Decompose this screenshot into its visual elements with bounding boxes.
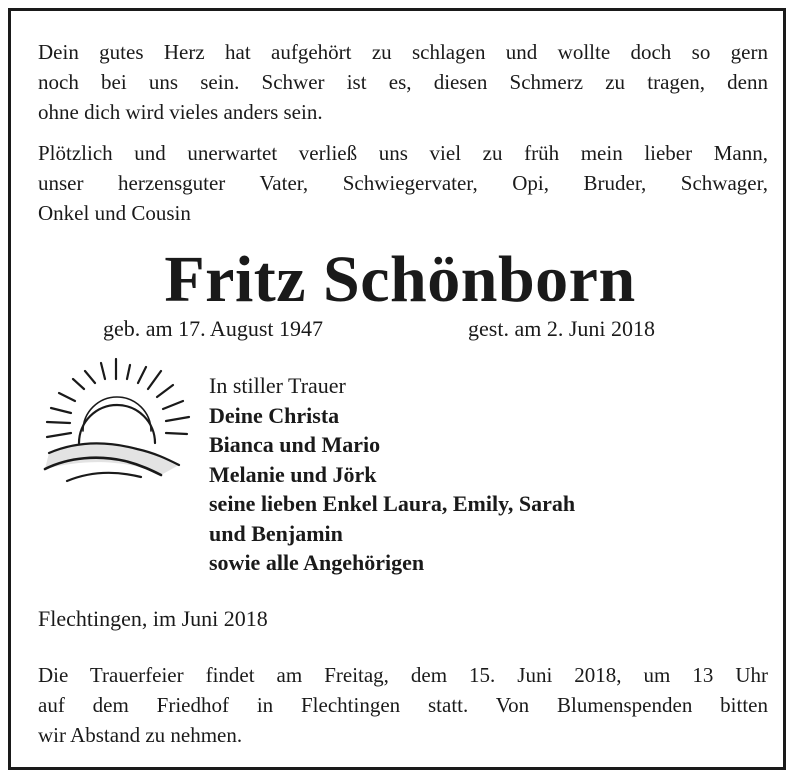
birth-date: geb. am 17. August 1947: [103, 316, 323, 341]
intro-verse: [38, 37, 768, 127]
intro-line: noch bei uns sein. Schwer ist es, diesen Schmerz zu tragen, denn: [38, 70, 768, 94]
mourners-heading: In stiller Trauer: [209, 373, 346, 398]
announcement-line: Plötzlich und unerwartet verließ uns viel zu früh mein lieber Mann,: [38, 141, 768, 165]
funeral-info: [38, 660, 768, 750]
mourner-name: Melanie und Jörk: [209, 461, 377, 487]
mourner-name: Deine Christa: [209, 402, 340, 428]
mourner-name: sowie alle Angehörigen: [209, 550, 425, 575]
mourner-name: Bianca und Mario: [209, 432, 381, 457]
mourner-name: seine lieben Enkel Laura, Emily, Sarah: [209, 491, 576, 516]
intro-line: Dein gutes Herz hat aufgehört zu schlagen und wollte doch so gern: [38, 40, 768, 64]
sunset-over-hills-icon: [37, 357, 193, 487]
place-and-date: Flechtingen, im Juni 2018: [38, 606, 268, 631]
death-date: gest. am 2. Juni 2018: [468, 316, 655, 341]
funeral-line: wir Abstand zu nehmen.: [38, 723, 243, 747]
mourner-name: und Benjamin: [209, 520, 343, 546]
obituary-notice: [8, 8, 786, 770]
announcement-line: Onkel und Cousin: [38, 201, 191, 225]
mourners-block: [209, 371, 575, 578]
announcement-line: unser herzensguter Vater, Schwiegervater, Opi, Bruder, Schwager,: [38, 171, 768, 195]
funeral-line: Die Trauerfeier findet am Freitag, dem 15. Juni 2018, um 13 Uhr: [38, 663, 768, 687]
deceased-name: Fritz Schönborn: [164, 243, 636, 316]
announcement-text: [38, 138, 768, 228]
funeral-line: auf dem Friedhof in Flechtingen statt. Von Blumenspenden bitten: [38, 693, 768, 717]
intro-line: ohne dich wird vieles anders sein.: [38, 100, 323, 124]
